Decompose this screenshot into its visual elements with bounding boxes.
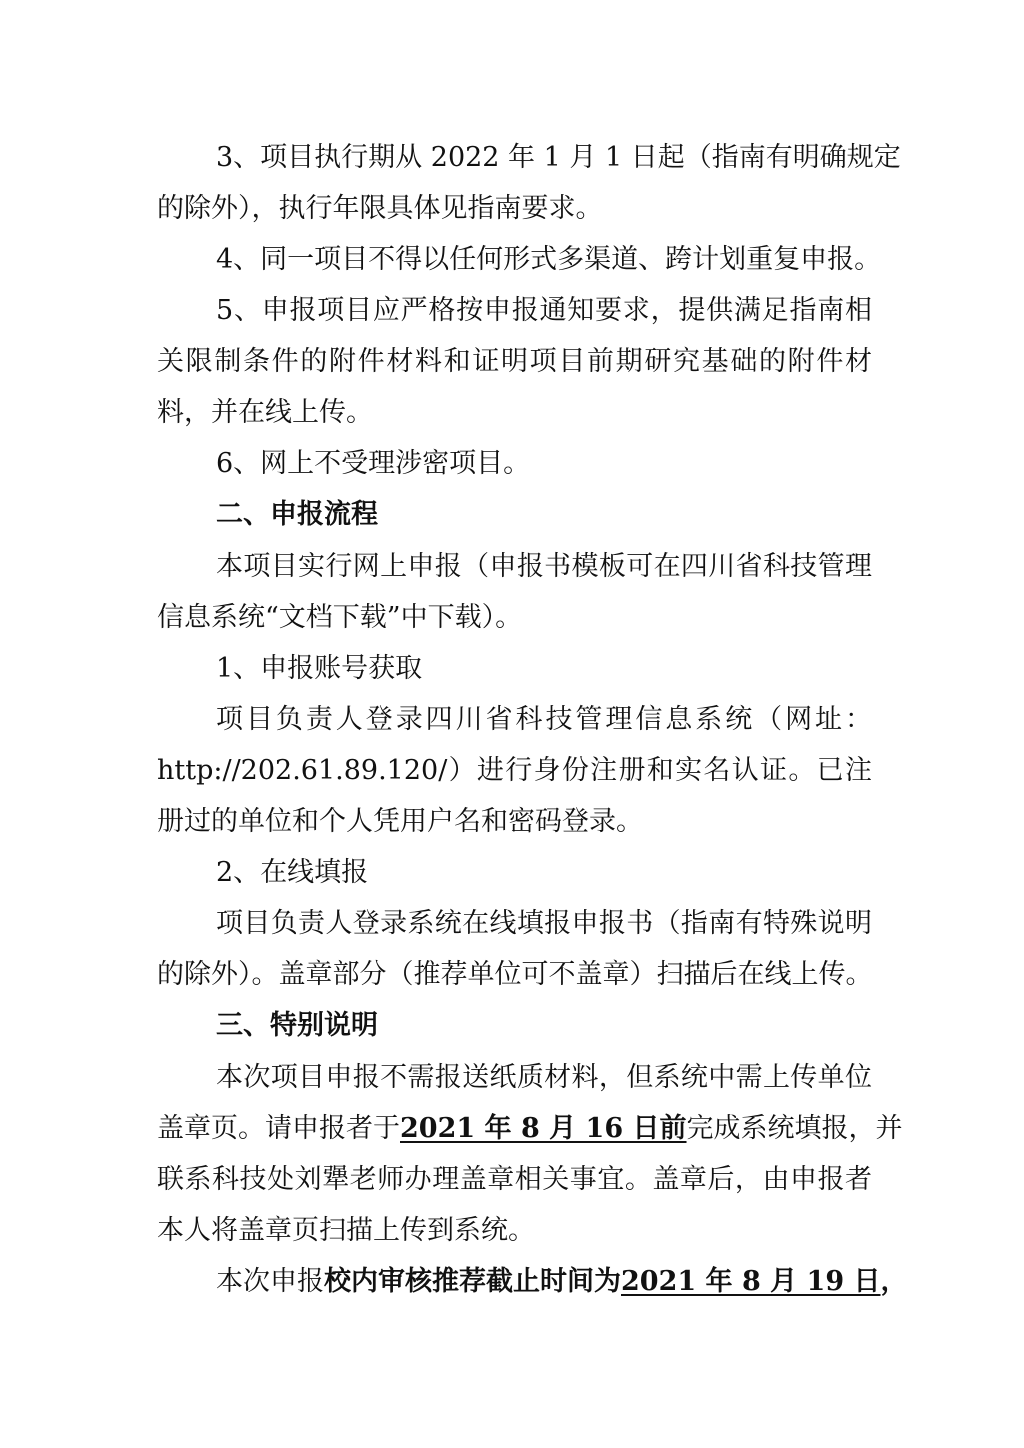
text-line: 关限制条件的附件材料和证明项目前期研究基础的附件材 (157, 346, 872, 377)
text-line: 的除外），执行年限具体见指南要求。 (157, 193, 603, 224)
text-line: 6、网上不受理涉密项目。 (216, 448, 531, 479)
text-line: 本次项目申报不需报送纸质材料，但系统中需上传单位 (216, 1062, 872, 1093)
text-line: 本项目实行网上申报（申报书模板可在四川省科技管理 (216, 551, 872, 582)
text-line: 项目负责人登录系统在线填报申报书（指南有特殊说明 (216, 908, 872, 939)
sub-heading: 1、申报账号获取 (216, 653, 423, 684)
emphasis-text: 校内审核推荐截止时间为 (324, 1266, 621, 1297)
text-line: 册过的单位和个人凭用户名和密码登录。 (157, 806, 643, 837)
text-segment: 本次申报 (216, 1266, 324, 1297)
deadline-date: 2021 年 8 月 19 日 (621, 1266, 881, 1297)
text-line: 料，并在线上传。 (157, 397, 373, 428)
sub-heading: 2、在线填报 (216, 857, 369, 888)
text-line-deadline (157, 1111, 903, 1147)
text-line: 的除外）。盖章部分（推荐单位可不盖章）扫描后在线上传。 (157, 959, 873, 990)
section-heading: 二、申报流程 (216, 499, 378, 530)
text-line: 项目负责人登录四川省科技管理信息系统（网址： (216, 704, 872, 735)
text-line: 本人将盖章页扫描上传到系统。 (157, 1215, 535, 1246)
section-heading: 三、特别说明 (216, 1010, 378, 1041)
text-line: http://202.61.89.120/）进行身份注册和实名认证。已注 (157, 755, 872, 786)
text-line: 信息系统“文档下载”中下载）。 (157, 602, 523, 633)
text-line: 5、申报项目应严格按申报通知要求，提供满足指南相 (216, 295, 872, 326)
text-line: 4、同一项目不得以任何形式多渠道、跨计划重复申报。 (216, 244, 882, 275)
text-line-review-deadline (216, 1264, 908, 1300)
text-segment: ， (880, 1266, 908, 1297)
text-line: 联系科技处刘犟老师办理盖章相关事宜。盖章后，由申报者 (157, 1164, 872, 1195)
text-line: 3、项目执行期从 2022 年 1 月 1 日起（指南有明确规定 (216, 142, 901, 173)
deadline-date: 2021 年 8 月 16 日前 (400, 1113, 687, 1144)
text-segment: 完成系统填报，并 (686, 1113, 903, 1144)
text-segment: 盖章页。请申报者于 (157, 1113, 400, 1144)
